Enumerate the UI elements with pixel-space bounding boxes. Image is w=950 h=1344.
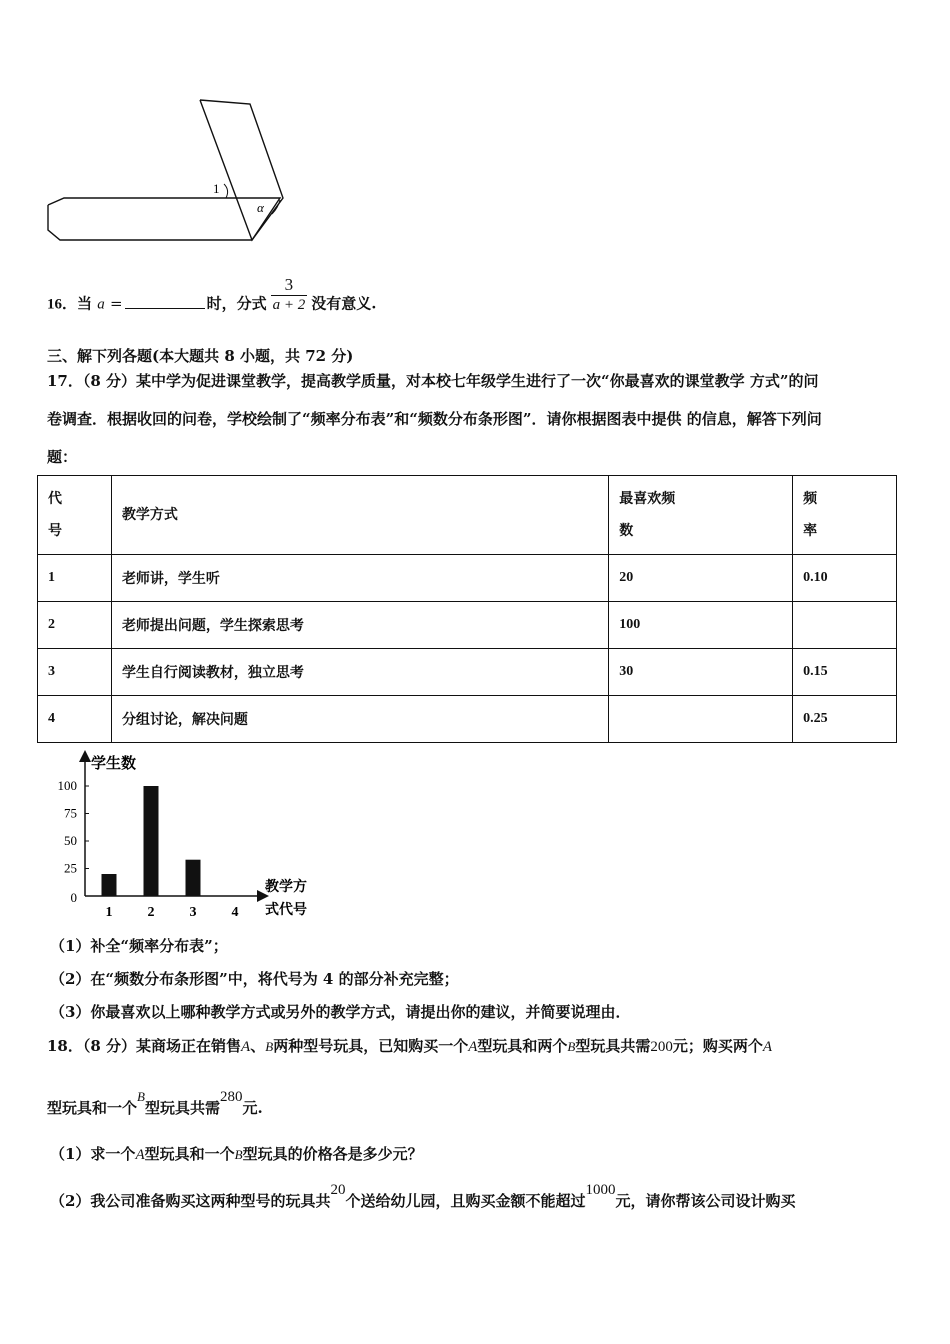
cell-method: 学生自行阅读教材，独立思考 — [111, 649, 608, 696]
bar-3 — [186, 860, 201, 896]
q18-var-B: B — [137, 1089, 145, 1104]
section-3-title: 三、解下列各题(本大题共 8 小题，共 72 分) — [47, 347, 354, 365]
q18-number-200: 200 — [650, 1039, 673, 1055]
cell-method: 老师讲，学生听 — [111, 555, 608, 602]
question-16 — [47, 275, 377, 324]
cell-code: 3 — [38, 649, 112, 696]
cell-method: 分组讨论，解决问题 — [111, 696, 608, 743]
q18-var-A: A — [135, 1147, 145, 1163]
q18-text: 型玩具和一个 — [144, 1145, 235, 1163]
x-tick-group — [106, 905, 239, 920]
header-code: 代 号 — [38, 476, 112, 555]
bar-1 — [102, 874, 117, 896]
q18-text: 型玩具和两个 — [477, 1037, 568, 1055]
q18-text: 型玩具共需 — [575, 1037, 651, 1055]
q16-frac-numerator: 3 — [284, 275, 294, 294]
table-row — [38, 555, 897, 602]
cell-frequency: 0.15 — [793, 649, 897, 696]
cell-count: 20 — [609, 555, 793, 602]
x-tick-label-1: 1 — [105, 905, 113, 920]
q18-text: 元，请你帮该公司设计购买 — [615, 1192, 796, 1210]
x-axis-label-line1: 教学方 — [265, 879, 307, 895]
table-row — [38, 602, 897, 649]
q16-number: 16． — [47, 296, 78, 313]
q18-line-1 — [47, 1035, 772, 1056]
angle-1-label: 1 — [213, 181, 220, 196]
y-tick-label: 50 — [64, 833, 77, 848]
q16-text-a: 当 — [77, 294, 93, 313]
y-tick-label: 100 — [57, 778, 77, 793]
q18-var-A: A — [468, 1039, 478, 1055]
q16-var-a: a — [97, 296, 105, 313]
cell-method: 老师提出问题，学生探索思考 — [111, 602, 608, 649]
cell-frequency: 0.25 — [793, 696, 897, 743]
x-tick-label-3: 3 — [189, 905, 197, 920]
right-parallelogram — [200, 100, 283, 240]
cell-frequency — [793, 602, 897, 649]
q18-text: 型玩具的价格各是多少元？ — [242, 1145, 423, 1163]
q16-answer-blank — [125, 294, 205, 309]
q18-var-B: B — [234, 1147, 243, 1162]
cell-count: 30 — [609, 649, 793, 696]
angle-alpha-label: α — [257, 200, 264, 215]
q16-text-b: 时，分式 — [206, 294, 267, 313]
bar-group — [102, 786, 201, 896]
y-tick-label: 75 — [64, 805, 77, 821]
q17-sub-3: （3）你最喜欢以上哪种教学方式或另外的教学方式，请提出你的建议，并简要说理由． — [50, 1003, 631, 1021]
q18-var-A: A — [762, 1039, 773, 1055]
q18-sub-1 — [50, 1143, 423, 1164]
q18-text: 元；购买两个 — [672, 1037, 763, 1055]
frequency-bar-chart — [45, 748, 345, 923]
q18-text: （2）我公司准备购买这两种型号的玩具共 — [50, 1192, 331, 1210]
q18-text: 两种型号玩具，已知购买一个 — [273, 1037, 469, 1055]
q18-text: （1）求一个 — [50, 1145, 136, 1163]
q17-sub-1: （1）补全“频率分布表”； — [50, 937, 228, 955]
y-tick-label: 25 — [64, 860, 77, 876]
q18-text: 型玩具共需 — [144, 1099, 220, 1117]
q17-line-2: 卷调查．根据收回的问卷，学校绘制了“频率分布表”和“频数分布条形图”．请你根据图表中提供 的信息，解答下列问 — [47, 410, 822, 428]
cell-frequency: 0.10 — [793, 555, 897, 602]
q18-number-1000: 1000 — [585, 1182, 616, 1198]
q18-text: 18．（8 分）某商场正在销售 — [47, 1037, 242, 1055]
table-row — [38, 649, 897, 696]
x-axis-label-line2: 式代号 — [265, 902, 307, 918]
cell-code: 1 — [38, 555, 112, 602]
cell-count: 100 — [609, 602, 793, 649]
left-parallelogram — [48, 198, 280, 240]
x-tick-label-4: 4 — [231, 905, 239, 920]
q18-text: 元. — [242, 1099, 263, 1117]
q18-text: 型玩具和一个 — [47, 1099, 138, 1117]
q18-line-2 — [47, 1089, 263, 1118]
header-frequency: 频 率 — [793, 476, 897, 555]
table-row — [38, 696, 897, 743]
parallelogram-figure — [40, 90, 300, 260]
frequency-table — [37, 475, 897, 743]
cell-code: 2 — [38, 602, 112, 649]
angle-1-arc — [224, 184, 228, 198]
q17-line-3: 题： — [47, 448, 78, 466]
cell-count — [609, 696, 793, 743]
q18-var-B: B — [567, 1039, 576, 1054]
q18-sub-2 — [50, 1182, 796, 1211]
q16-text-c: 没有意义. — [311, 294, 377, 313]
x-tick-label-2: 2 — [147, 905, 155, 920]
y-tick-label: 0 — [70, 890, 77, 905]
q18-text: 个送给幼儿园，且购买金额不能超过 — [345, 1192, 586, 1210]
header-method: 教学方式 — [111, 476, 608, 555]
q18-text: 、 — [250, 1037, 266, 1055]
q18-number-280: 280 — [219, 1089, 243, 1105]
bar-2 — [144, 786, 159, 896]
q17-line-1: 17．（8 分）某中学为促进课堂教学，提高教学质量，对本校七年级学生进行了一次“你最喜欢的课堂教学 方式”的问 — [47, 372, 819, 390]
header-count: 最喜欢频 数 — [609, 476, 793, 555]
q18-number-20: 20 — [330, 1182, 346, 1198]
q16-frac-denominator: a + 2 — [272, 297, 306, 313]
q16-fraction — [271, 275, 308, 314]
q18-var-A: A — [241, 1039, 251, 1055]
q17-sub-2: （2）在“频数分布条形图”中，将代号为 4 的部分补充完整； — [50, 970, 459, 988]
q16-equals: = — [110, 294, 123, 313]
cell-code: 4 — [38, 696, 112, 743]
y-axis-label: 学生数 — [91, 754, 137, 772]
table-header-row — [38, 476, 897, 555]
q18-var-B: B — [265, 1039, 274, 1054]
